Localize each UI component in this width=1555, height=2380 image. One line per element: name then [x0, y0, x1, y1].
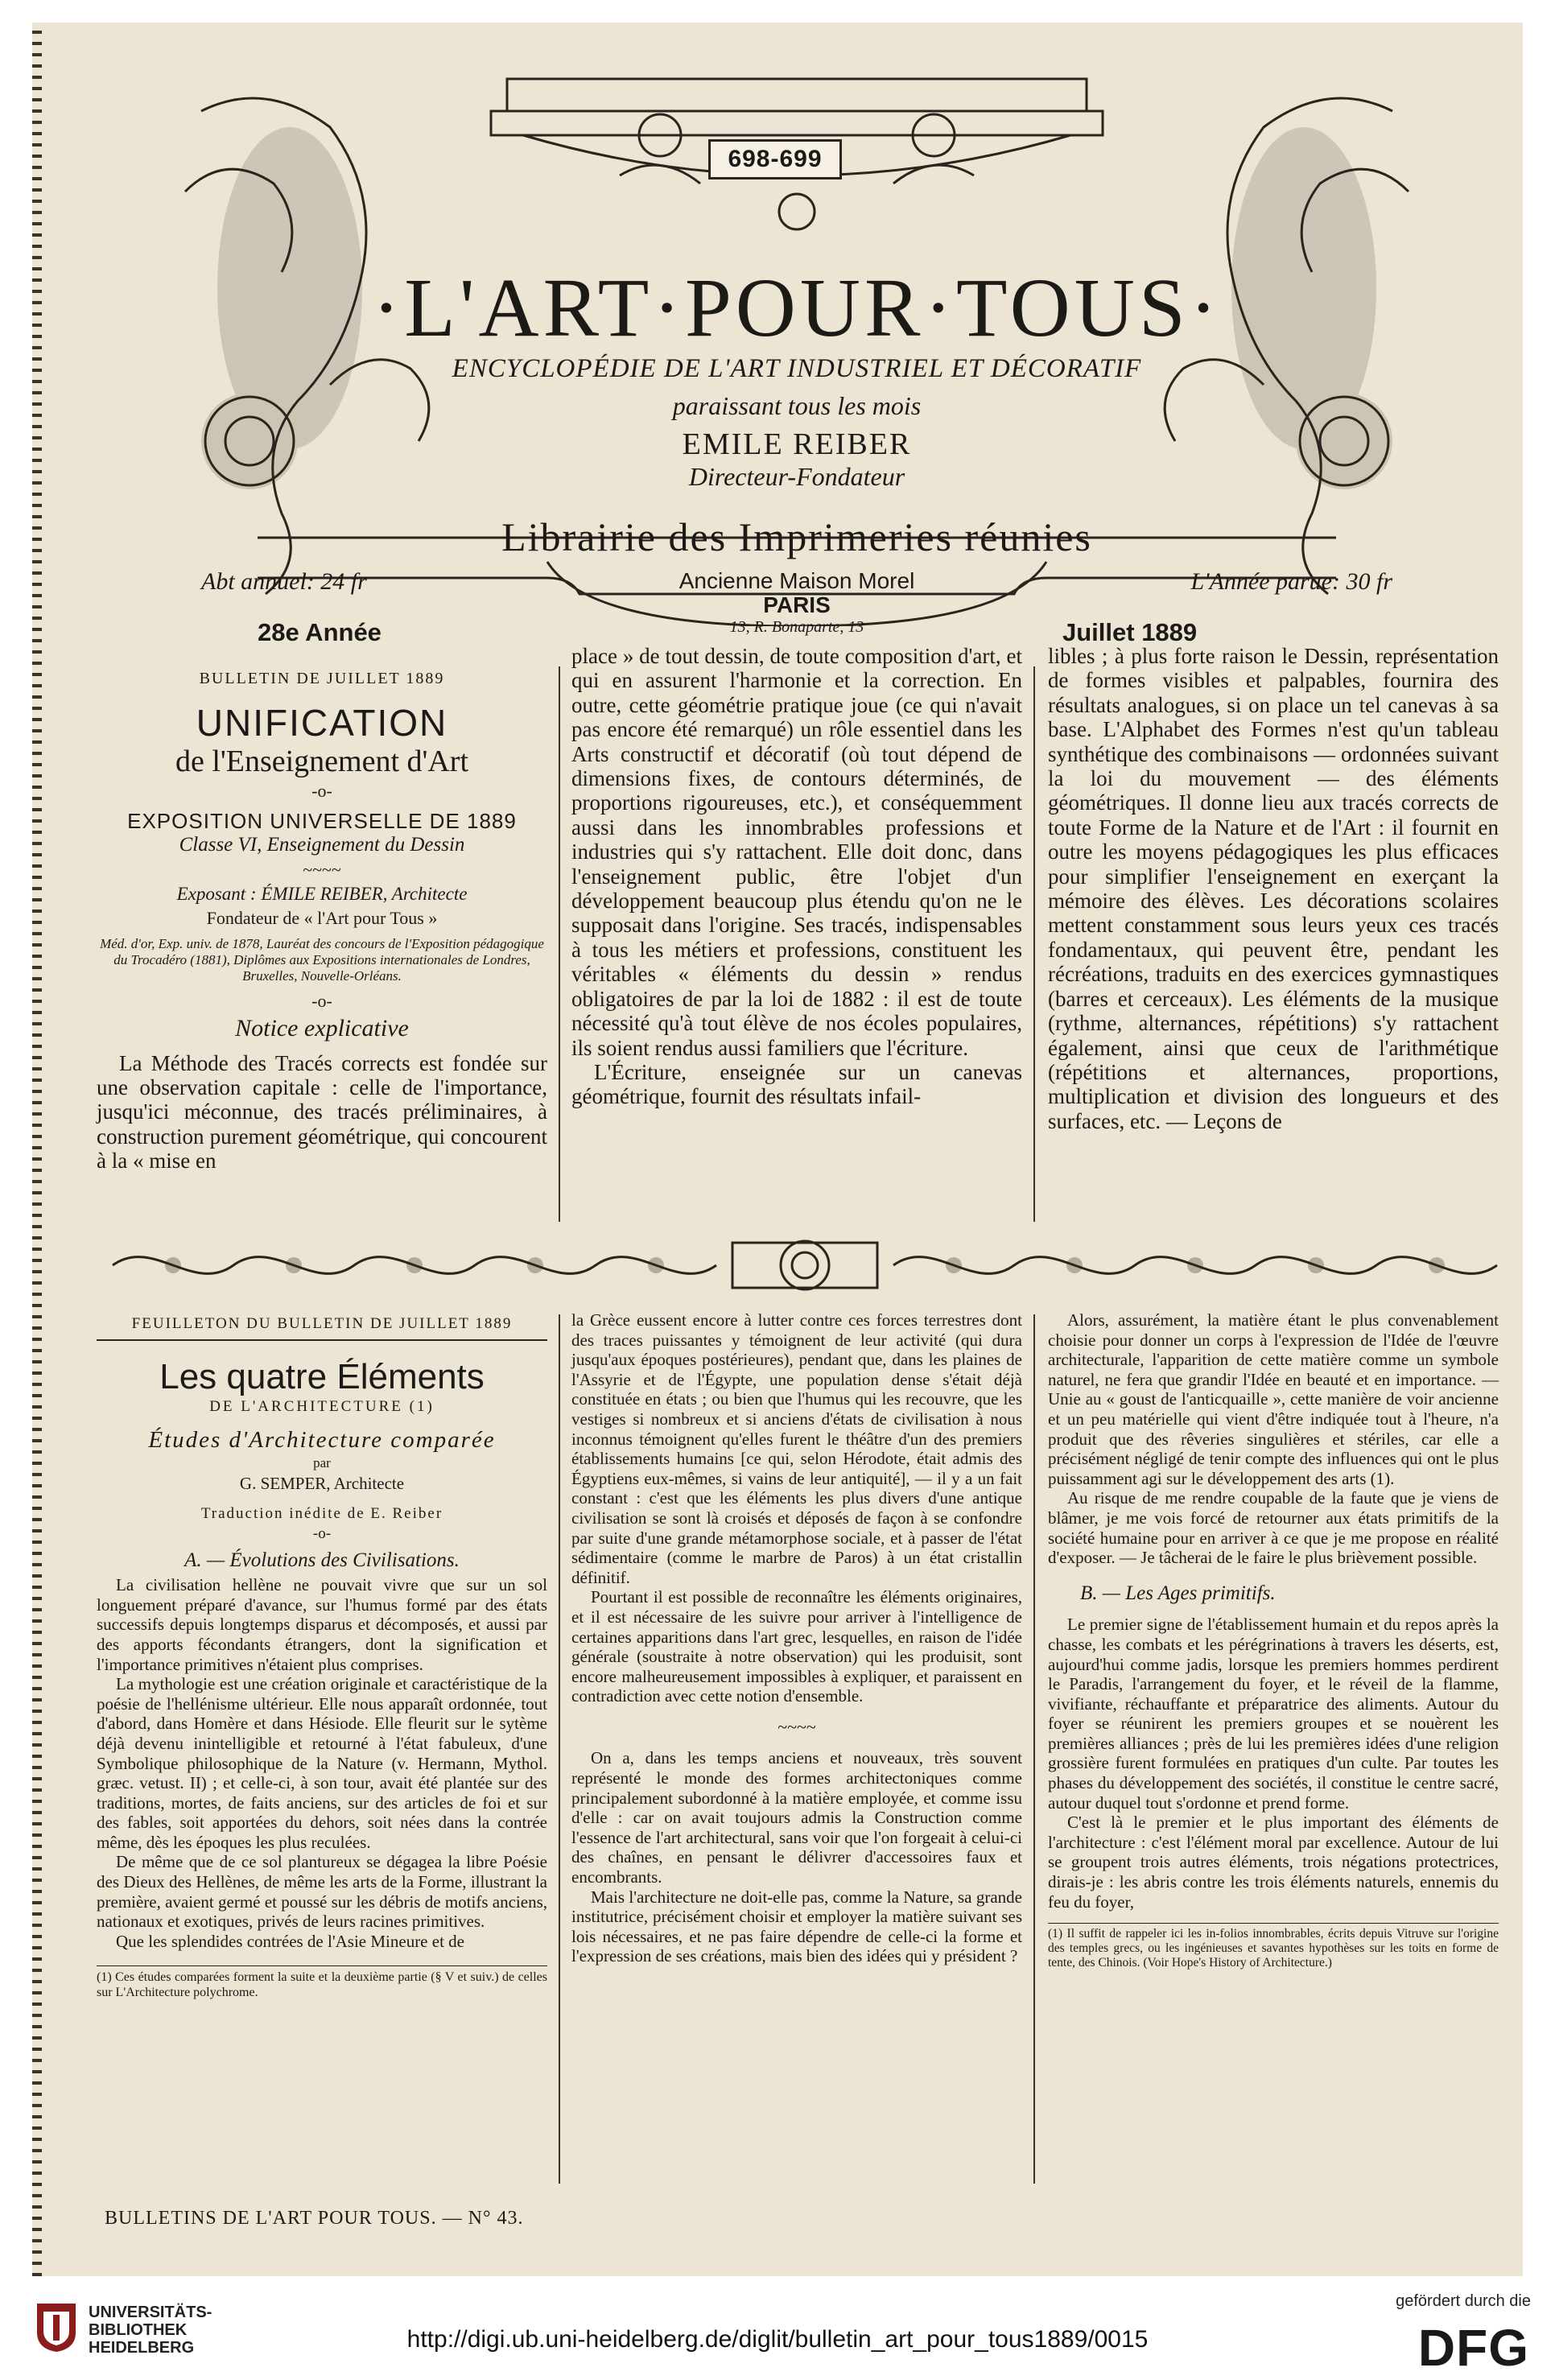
issue-footer: BULLETINS DE L'ART POUR TOUS. — N° 43.	[105, 2208, 524, 2229]
column-rule	[1033, 666, 1035, 1222]
fondateur: Fondateur de « l'Art pour Tous »	[206, 908, 438, 929]
feuilleton-paragraph: La civilisation hellène ne pouvait vivre que sur un sol longuement préparé d'avance, sur l'humus formé par des états successifs depuis longtemps disparus et décomposés, et aussi par des apports fécondants étrangers, dont la signification et l'importance primitives n'étaient plus comprises.	[97, 1575, 547, 1674]
feuilleton-paragraph: De même que de ce sol plantureux se dégagea la libre Poésie des Dieux des Hellènes, de même les arts de la Forme, illustrant la première, avaient germé et poussé sur les débris de motifs anciens, nationaux et exotiques, privés de leurs racines primitives.	[97, 1852, 547, 1932]
etudes-title: Études d'Architecture comparée	[148, 1427, 496, 1454]
feuilleton-kicker: FEUILLETON DU BULLETIN DE JUILLET 1889	[97, 1314, 547, 1341]
feuilleton-column-2	[571, 1310, 1022, 1966]
year-price: L'Année parue: 30 fr	[1190, 568, 1392, 595]
editor-name: EMILE REIBER	[682, 427, 912, 461]
traduction: Traduction inédite de E. Reiber	[200, 1505, 443, 1523]
feuilleton-title: Les quatre Éléments	[159, 1356, 485, 1396]
feuilleton-column-1	[97, 1314, 547, 2000]
bulletin-title: UNIFICATION	[196, 702, 448, 745]
bulletin-column-1	[97, 666, 547, 1174]
city: PARIS	[763, 592, 831, 617]
feuilleton-column-3	[1048, 1310, 1499, 1970]
funding-note: gefördert durch die	[1396, 2292, 1531, 2310]
journal-subtitle: ENCYCLOPÉDIE DE L'ART INDUSTRIEL ET DÉCORATIF	[452, 354, 1142, 383]
wave-divider: ~~~~	[303, 859, 341, 880]
par: par	[313, 1455, 331, 1471]
section-b-heading: B. — Les Ages primitifs.	[1080, 1582, 1276, 1604]
author: G. SEMPER, Architecte	[239, 1473, 405, 1493]
feuilleton-paragraph: Mais l'architecture ne doit-elle pas, comme la Nature, sa grande institutrice, précisément choisir et employer la matière suivant ses lois nécessaires, et ne pas faire dépendre de celle-ci la forme et l'expression de ses créations, mais bien des idées qui y président ?	[571, 1887, 1022, 1966]
viewer-footer	[0, 2276, 1555, 2380]
periodicity: paraissant tous les mois	[672, 391, 922, 420]
ornament-divider: -o-	[311, 781, 332, 802]
dfg-logo[interactable]: DFG	[1417, 2319, 1529, 2377]
feuilleton-paragraph: Pourtant il est possible de reconnaître les éléments originaires, et il est nécessaire de les suivre pour arriver à l'intelligence de certaines apparitions dans l'art grec, lesquelles, en raison de l'idée générale (soustraite à notre observation) qui les produisit, sont encore malheureusement impossibles à expliquer, et paraissent en contradiction avec cette notion d'ensemble.	[571, 1587, 1022, 1706]
ornament-divider-3: -o-	[312, 1524, 332, 1542]
issue-plaque: 698-699	[708, 139, 842, 179]
issue-date: Juillet 1889	[1062, 618, 1198, 646]
exposition-title: EXPOSITION UNIVERSELLE DE 1889	[127, 808, 517, 833]
section-a-heading: A. — Évolutions des Civilisations.	[184, 1549, 460, 1571]
bulletin-column-2	[571, 644, 1022, 1109]
feuilleton-paragraph: Au risque de me rendre coupable de la faute que je viens de blâmer, je me vois forcé de retourner aux états primitifs de la société humaine pour en arriver à ce que je me propose en réalité d'exposer. — Je tâcherai de le faire le plus brièvement possible.	[1048, 1488, 1499, 1568]
university-name[interactable]: UNIVERSITÄTS- BIBLIOTHEK HEIDELBERG	[89, 2304, 212, 2357]
feuilleton-paragraph: On a, dans les temps anciens et nouveaux, très souvent représenté le monde des formes architectoniques comme principalement subordonné à la matière employée, et comme issu d'elle : car on avait toujours admis la Construction comme l'essence de l'art architectural, sans voir que l'on forgeait à celui-ci des chaînes, en pensant le délivrer d'accessoires faux et encombrants.	[571, 1748, 1022, 1887]
wave-divider-2: ~~~~	[778, 1716, 816, 1737]
scanned-page	[32, 23, 1523, 2276]
medals: Méd. d'or, Exp. univ. de 1878, Lauréat des concours de l'Exposition pédagogique du Trocadéro (1881), Diplômes aux Expositions internationales de Londres, Bruxelles, Nouvelle-Orléans.	[100, 935, 544, 984]
bulletin-kicker: BULLETIN DE JUILLET 1889	[199, 670, 445, 687]
bulletin-paragraph: L'Écriture, enseignée sur un canevas géométrique, fournit des résultats infail-	[571, 1059, 1022, 1109]
bulletin-paragraph: libles ; à plus forte raison le Dessin, représentation de formes visibles et palpables, fournira des résultats analogues, si on place un tel canevas à sa base. L'Alphabet des Formes n'est qu'un tableau synthétique des combinaisons — ordonnées suivant la loi du mouvement — des éléments géométriques. Il donne lieu aux tracés corrects de toute Forme de la Nature et de l'Art : il fournit en outre les moyens pédagogiques les plus efficaces pour simplifier l'enseignement en exerçant la mémoire des élèves. Les décorations scolaires mettent constamment sous leurs yeux ces tracés fondamentaux, qui peuvent être, pendant les récréations, traduits en des exercices gymnastiques (barres et cerceaux). Les éléments de la musique (rythme, alternances, répétitions) s'y rattachent également, ainsi que ceux de l'arithmétique (répétitions et alternances, proportions, multiplication et division des longueurs et des surfaces, etc. — Leçons de	[1048, 644, 1499, 1133]
notice-heading: Notice explicative	[235, 1015, 409, 1042]
permalink-url[interactable]: http://digi.ub.uni-heidelberg.de/diglit/bulletin_art_pour_tous1889/0015	[406, 2326, 1149, 2353]
ornamental-frieze-icon	[105, 1236, 1505, 1294]
ornament-divider-2: -o-	[311, 990, 332, 1011]
bulletin-title-2: de l'Enseignement d'Art	[175, 745, 469, 779]
feuilleton-paragraph: La mythologie est une création originale et caractéristique de la poésie de l'hellénisme ultérieur. Elle nous apparaît ordonnée, tout d'abord, dans Homère et dans Hésiode. Elle fleurit sur le sytème déjà devenu inintelligible et retourné à l'état fabuleux, d'une Symbolique philosophique de la Nature (v. Hermann, Mythol. græc. vetust. II) ; et celle-ci, à son tour, avait été plantée sur des traditions, mortes, de faits anciens, sur des articles de foi et sur des fables, soit apportées du dehors, soit nées dans la contrée même, dès les époques les plus reculées.	[97, 1674, 547, 1852]
footnote-1: (1) Ces études comparées forment la suite et la deuxième partie (§ V et suiv.) de celles sur L'Architecture polychrome.	[97, 1965, 547, 2000]
footnote-3: (1) Il suffit de rappeler ici les in-folios innombrables, écrits depuis Vitruve sur l'origine des temples grecs, ou les ingénieuses et savantes hypothèses sur les toits en forme de tente, des Chinois. (Voir Hope's History of Architecture.)	[1048, 1923, 1499, 1970]
publisher-name: Librairie des Imprimeries réunies	[501, 514, 1092, 559]
bulletin-column-3	[1048, 644, 1499, 1133]
feuilleton-paragraph: Alors, assurément, la matière étant le plus convenablement choisie pour donner un corps à l'expression de l'Idée de l'œuvre architecturale, l'apparition de cette matière comme un symbole naturel, ne fera que grandir l'Idée en beauté et en importance. — Unie au « goust de l'anticquaille », cette manière de voir ancienne et un peu matérielle qui vient d'être indiquée tout à l'heure, n'a produit que des rêveries singulières et stériles, car elle a précisément négligé de tenir compte des influences qui ont le plus puissamment agi sur le développement des arts (1).	[1048, 1310, 1499, 1488]
classe: Classe VI, Enseignement du Dessin	[179, 834, 465, 856]
feuilleton-paragraph: Que les splendides contrées de l'Asie Mineure et de	[116, 1931, 464, 1951]
bulletin-paragraph: La Méthode des Tracés corrects est fondée sur une observation capitale : celle de l'importance, jusqu'ici méconnue, des tracés préliminaires, à construction purement géométrique, qui concourent à la « mise en	[97, 1050, 547, 1174]
former-house: Ancienne Maison Morel	[679, 568, 915, 593]
year-volume: 28e Année	[258, 618, 382, 646]
bulletin-paragraph: place » de tout dessin, de toute composition d'art, et qui en assurent l'harmonie et la correction. En outre, cette géométrie pratique joue (ce qui n'avait pas encore été remarqué) un rôle essentiel dans les Arts constructif et décoratif (où tout dépend de dimensions fixes, de contours déterminés, de proportions rigoureuses, etc.), et conséquemment aussi dans les innombrables professions et industries qui s'y rattachent. Elle doit donc, dans l'enseignement public, être l'objet d'un développement beaucoup plus étendu qu'on ne le supposait dans l'origine. Ses tracés, indispensables à tous les métiers et professions, constituent les véritables « éléments du dessin » rendus obligatoires de par la loi de 1882 : il est de toute nécessité qu'à tout élève de nos écoles populaires, ils soient rendus aussi familiers que l'écriture.	[571, 644, 1022, 1060]
column-rule	[1033, 1314, 1035, 2184]
subscription-price: Abt annuel: 24 fr	[201, 568, 367, 595]
binding-edge	[32, 23, 42, 2276]
exposant: Exposant : ÉMILE REIBER, Architecte	[176, 884, 468, 905]
feuilleton-paragraph: la Grèce eussent encore à lutter contre ces forces terrestres dont des traces puissantes y témoignent de leur activité (qui dura jusqu'aux époques postérieures), pendant que, dans les plaines de l'Assyrie et de l'Égypte, une population dense s'était déjà constituée en états ; ou bien que l'humus qui les recouvre, que les vestiges si nombreux et si anciens d'états de civilisation à nous inconnus témoignent qu'elles furent le théâtre d'un des premiers établissements humains [ce qui, selon Hérodote, était admis des Égyptiens eux-mêmes, si vains de leur antiquité], — il y a un fait constant : c'est que les éléments les plus divers d'une antique civilisation se sont là croisés et déposés de façon à se confondre par suite d'une grande métamorphose sociale, et à passer de l'état sédimentaire (comme le marbre de Paros) à un état cristallin définitif.	[571, 1310, 1022, 1587]
feuilleton-subtitle: DE L'ARCHITECTURE (1)	[209, 1397, 435, 1415]
journal-title: ·L'ART·POUR·TOUS·	[372, 262, 1222, 354]
editor-role: Directeur-Fondateur	[688, 462, 905, 491]
feuilleton-paragraph: Le premier signe de l'établissement humain et du repos après la chasse, les combats et les pérégrinations à travers les déserts, est, aujourd'hui comme jadis, lorsque les premiers hommes perdirent le Paradis, l'arrangement du foyer, et le réveil de la flamme, vivifiante, réchauffante et préparatrice des aliments. Autour du foyer se réunirent les premiers groupes et se nouèrent les premières alliances ; près de lui les premières idées d'une religion grossière furent formulées en pratiques d'un culte. Par toutes les phases du développement des sociétés, il constitue le centre sacré, autour duquel tout s'ordonne et prend forme.	[1048, 1615, 1499, 1813]
address: 13, R. Bonaparte, 13	[729, 618, 864, 636]
feuilleton-paragraph: C'est là le premier et le plus important des éléments de l'architecture : c'est l'élément moral par excellence. Autour de lui se groupent trois autres éléments, trois négations protectrices, dirais-je : les abris contre les trois éléments naturels, ennemis du feu du foyer,	[1048, 1813, 1499, 1912]
column-rule	[559, 666, 560, 1222]
column-rule	[559, 1314, 560, 2184]
